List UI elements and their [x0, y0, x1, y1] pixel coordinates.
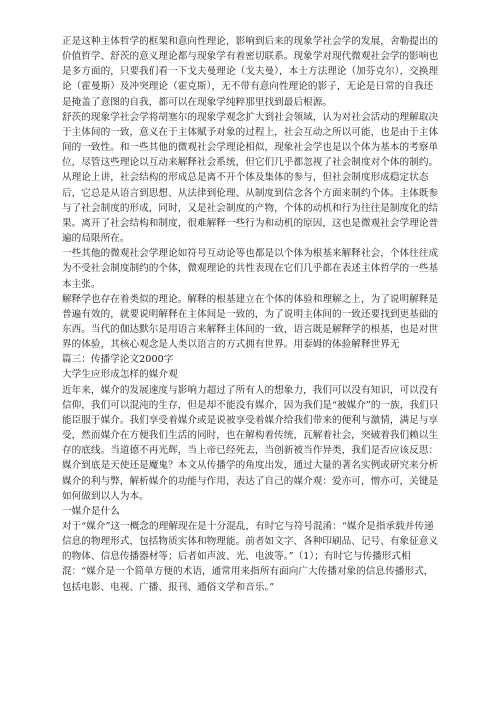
paragraph-phenomenology-influence: 正是这种主体哲学的框架和意向性理论，影响到后来的现象学社会学的发展，舍勒提出的价值哲学、舒茨的意义理论都与现象学有着密切联系。现象学对现代微观社会学的影响也是多方面的，只要我们看一下戈夫曼理论（戈夫曼），本士方法理论（加芬克尔），交换理论（霍曼斯）及冲突理论（霍克斯），无不带有意向性理论的影子，无论是日常的自我还是掩盖了意图的自我，都可以在现象学纯粹那里找到最后根源。	[62, 36, 439, 108]
paragraph-micro-theories: 一些其他的微观社会学理论如符号互动论等也都是以个体为根基来解释社会，个体往往成为不受社会制度制约的个体，微观理论的共性表现在它们几乎都在表述主体哲学的一些基本主张。	[62, 248, 439, 290]
paragraph-schutz-sociology: 舒茨的现象学社会学将胡塞尔的现象学观念扩大到社会领域，认为对社会活动的理解取决于主体间的一致，意义在于主体赋予对象的过程上，社会互动之所以可能，也是由于主体间的一致性。和一些其他的微观社会学理论相似，现象社会学也是以个体为基本的考察单位，尽管这些理论以互动来解释社会系统，但它们几乎都忽视了社会制度对个体的制约。从理论上讲，社会结构的形成总是离不开个体及集体的参与，但社会制度形成稳定状态后，它总是从语言到思想、从法律到伦理、从制度到信念各个方面来制约个体。主体既参与了社会制度的形成，同时，又是社会制度的产物，个体的动机和行为往往是制度化的结果。离开了社会结构和制度，很难解释一些行为和动机的原因，这也是微观社会学理论普遍的局限所在。	[62, 111, 439, 245]
subsection-heading-what-is-media: 一媒介是什么	[62, 505, 120, 517]
paragraph-media-definition: 对于“媒介”这一概念的理解现在是十分混乱，有时它与符号混淆：“媒介是指承载并传递信息的物理形式，包括物质实体和物理能。前者如文字、各种印刷品、记号、有象征意义的物体、信息传播器材等；后者如声波、光、电波等。”（1）；有时它与传播形式相混：“媒介是一个简单方便的术语，通常用来指所有面向广大传播对象的信息传播形式，包括电影、电视、广播、报刊、通俗文学和音乐。”	[62, 521, 439, 593]
paragraph-hermeneutics: 解释学也存在着类似的理论。解释的根基建立在个体的体验和理解之上，为了说明解释是普遍有效的，就要说明解释在主体间是一致的，为了说明主体间的一致还要找到更基础的东西。当代的伽达默尔是用语言来解释主体间的一致，语言既是解释学的根基，也是对世界的体验，其核心观念是人类以语言的方式拥有世界。用泰姆的体验解释世界无	[62, 293, 439, 351]
article-title: 大学生应形成怎样的媒介观	[62, 369, 178, 381]
document-page	[62, 34, 442, 595]
section-heading-article-three: 篇三：传播学论文2000字	[62, 354, 174, 366]
paragraph-media-intro: 近年来，媒介的发展速度与影响力超过了所有人的想象力，我们可以没有知识，可以没有信仰，我们可以混沌的生存，但是却不能没有媒介，因为我们是“被媒介”的一族，我们只能臣服于媒介。我们享受着媒介或是说被享受着媒介给我们带来的便利与激情，满足与享受，然而媒介在方便我们生活的同时，也在解构着传统，瓦解着社会，突破着我们赖以生存的底线。当道德不再光辉，当上帝已经死去，当创新被当作异类，我们是否应该反思：媒介到底是天使还是魔鬼？本文从传播学的角度出发，通过大量的著名实例或研究来分析媒介的利与弊，解析媒介的功能与作用，表达了自己的媒介观：爱亦可，憎亦可，关键是如何做到以人为本。	[62, 384, 439, 502]
